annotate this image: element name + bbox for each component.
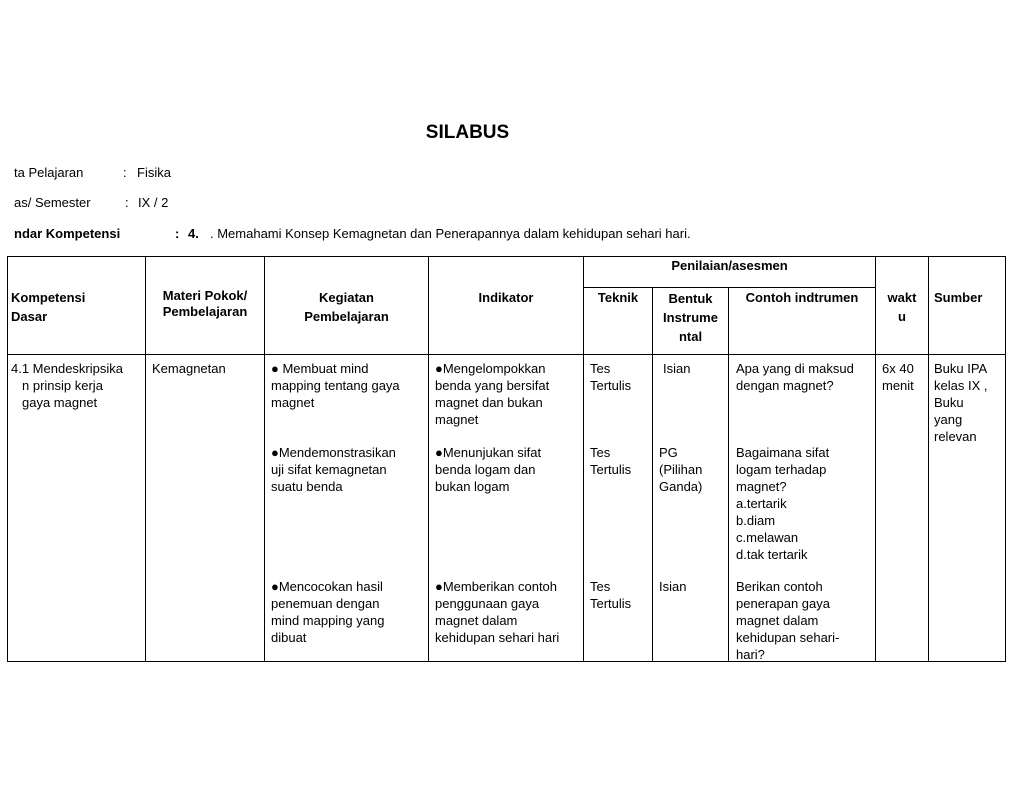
sk-separator: : [175,226,180,241]
table-bottom-border [7,661,1005,662]
contoh-item-1: Apa yang di maksud dengan magnet? [736,361,854,393]
indikator-item-2: ●Menunjukan sifat benda logam dan bukan logam [435,445,542,494]
header-kd-line2: Dasar [11,309,48,324]
materi-text: Kemagnetan [152,361,226,376]
teknik-item-1: Tes Tertulis [590,361,632,393]
header-waktu-line1: wakt [887,290,917,305]
kelas-label: as/ Semester [14,195,91,210]
waktu-text: 6x 40 menit [882,361,914,393]
kelas-value: IX / 2 [138,195,169,210]
col-border-0 [7,256,8,662]
mapel-value: Fisika [137,165,171,180]
col-border-4 [583,256,584,662]
kd-text-line1: 4.1 Mendeskripsika [11,361,123,376]
bentuk-item-1: Isian [663,361,691,376]
mapel-separator: : [123,165,127,180]
kegiatan-item-2: ●Mendemonstrasikan uji sifat kemagnetan suatu benda [271,445,396,494]
teknik-item-3: Tes Tertulis [590,579,632,611]
header-waktu-line2: u [898,309,906,324]
document-title: SILABUS [425,122,510,143]
indikator-item-1: ●Mengelompokkan benda yang bersifat magnet dan bukan magnet [435,361,550,427]
kd-text-line3: gaya magnet [22,395,98,410]
header-teknik: Teknik [597,290,639,305]
header-materi-line1: Materi Pokok/ [162,288,248,303]
contoh-item-2: Bagaimana sifat logam terhadap magnet? a.tertarik b.diam c.melawan d.tak tertarik [736,445,830,562]
contoh-item-3: Berikan contoh penerapan gaya magnet dalam kehidupan sehari- hari? [736,579,840,662]
kegiatan-item-3: ●Mencocokan hasil penemuan dengan mind mapping yang dibuat [271,579,385,645]
kegiatan-item-1: ● Membuat mind mapping tentang gaya magnet [271,361,400,410]
mapel-label: ta Pelajaran [14,165,84,180]
sk-number: 4. [188,226,199,241]
col-border-8 [928,256,929,662]
teknik-item-2: Tes Tertulis [590,445,632,477]
sk-label: ndar Kompetensi [14,226,121,241]
header-sumber: Sumber [934,290,983,305]
bentuk-item-2: PG (Pilihan Ganda) [659,445,703,494]
header-materi-line2: Pembelajaran [162,304,248,319]
col-border-3 [428,256,429,662]
header-contoh: Contoh indtrumen [745,290,859,305]
header-kegiatan-line2: Pembelajaran [304,309,389,324]
kelas-separator: : [125,195,129,210]
header-penilaian: Penilaian/asesmen [671,258,788,273]
sk-value: . Memahami Konsep Kemagnetan dan Penerapannya dalam kehidupan sehari hari. [210,226,691,241]
header-bentuk-line2: Instrume [663,310,718,325]
col-border-6 [728,287,729,662]
header-kd-line1: Kompetensi [11,290,86,305]
header-indikator: Indikator [478,290,534,305]
indikator-item-3: ●Memberikan contoh penggunaan gaya magnet dalam kehidupan sehari hari [435,579,560,645]
col-border-9 [1005,256,1006,662]
header-bentuk-line3: ntal [678,329,703,344]
header-kegiatan-line1: Kegiatan [319,290,374,305]
penilaian-divider [583,287,876,288]
sumber-text: Buku IPA kelas IX , Buku yang relevan [934,361,988,444]
header-bentuk-line1: Bentuk [668,291,713,306]
bentuk-item-3: Isian [659,579,687,594]
kd-text-line2: n prinsip kerja [22,378,103,393]
header-bottom-border [7,354,1005,355]
